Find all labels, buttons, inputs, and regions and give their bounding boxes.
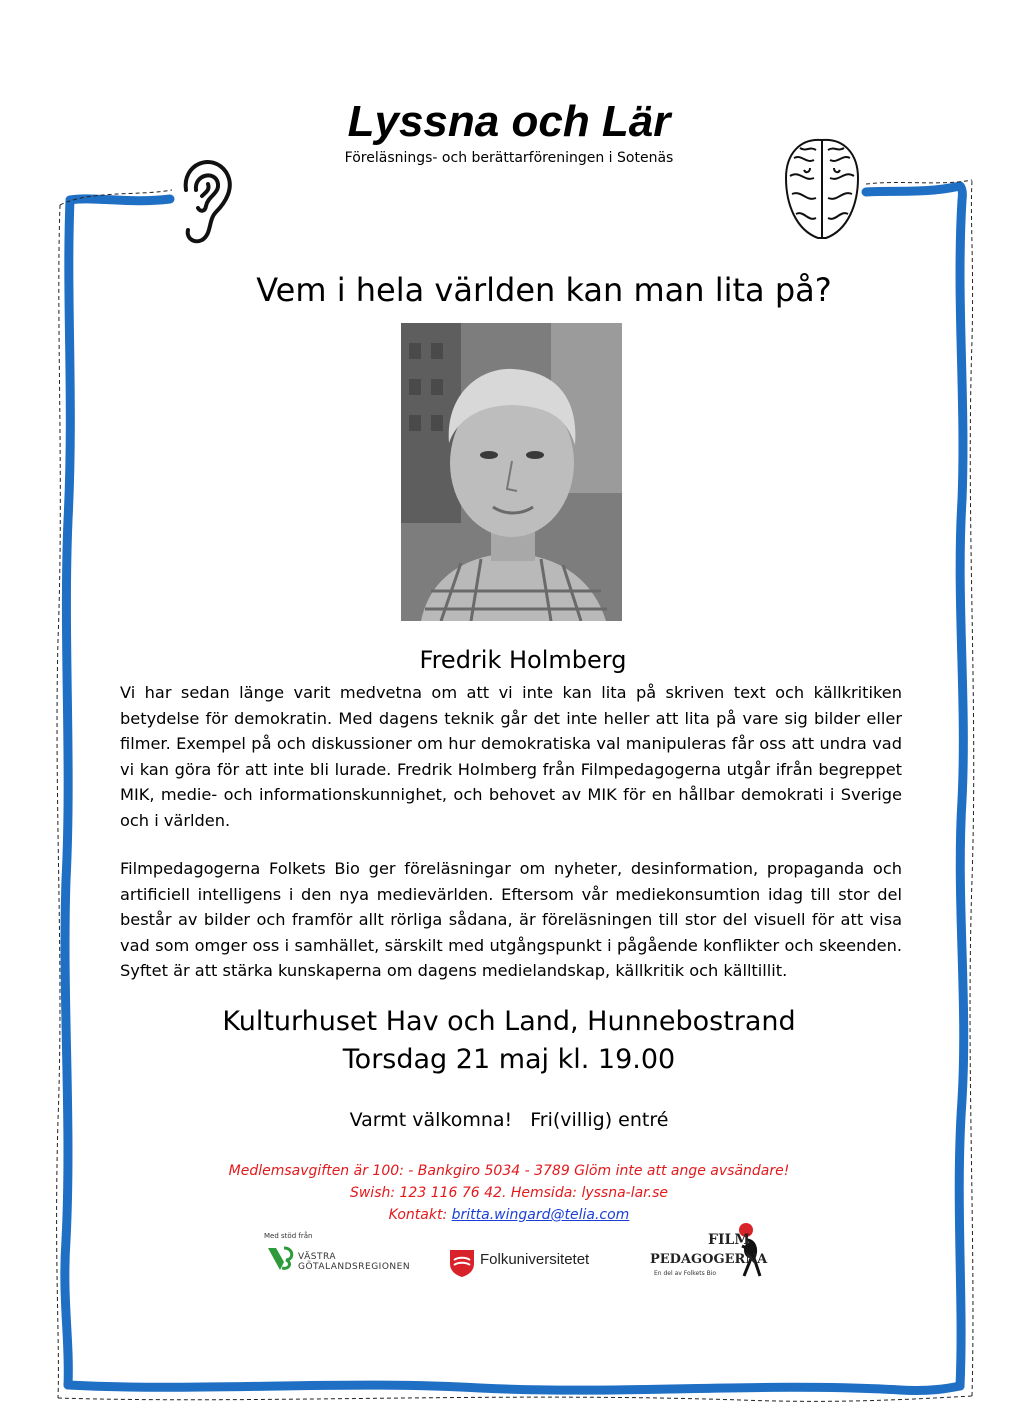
filmpedagogerna-line1: FILM	[708, 1232, 750, 1248]
swish-website: Swish: 123 116 76 42. Hemsida: lyssna-lar.se	[349, 1185, 669, 1201]
event-date: Torsdag 21 maj kl. 19.00	[342, 1044, 676, 1075]
venue: Kulturhuset Hav och Land, Hunnebostrand	[222, 1006, 796, 1037]
contact-label: Kontakt:	[388, 1207, 448, 1223]
folkuniversitetet-name: Folkuniversitetet	[480, 1251, 590, 1268]
vastra-gotalandsregionen-logo	[262, 1232, 412, 1274]
folkuniversitetet-shield-icon	[448, 1248, 476, 1278]
brain-icon	[780, 134, 864, 242]
filmpedagogerna-logo	[650, 1222, 780, 1288]
entry-text: Fri(villig) entré	[530, 1109, 669, 1131]
contact-line	[0, 1204, 1018, 1226]
folkuniversitetet-logo	[448, 1248, 608, 1284]
org-subtitle: Föreläsnings- och berättarföreningen i Sotenäs	[344, 150, 674, 166]
filmpedagogerna-tagline: En del av Folkets Bio	[654, 1270, 717, 1277]
filmpedagogerna-line2: PEDAGOGERNA	[650, 1252, 768, 1267]
description-paragraph-2: Filmpedagogerna Folkets Bio ger föreläsningar om nyheter, desinformation, propaganda och artificiell intelligens i den nya medievärlden. Eftersom vår mediekonsumtion idag till stor del består av bilder och framför allt rörliga sådana, är föreläsningen till stor del visuell för att visa vad som omger oss i samhället, särskilt med utgångspunkt i pågående konflikter och skeenden. Syftet är att stärka kunskaperna om dagens medielandskap, källkritik och källtillit.	[120, 859, 902, 980]
headline: Vem i hela världen kan man lita på?	[256, 271, 832, 309]
speaker-photo	[401, 323, 622, 621]
vgr-name-line1: VÄSTRA	[298, 1252, 336, 1262]
org-title: Lyssna och Lär	[347, 97, 671, 146]
welcome-text: Varmt välkomna!	[349, 1109, 513, 1131]
vgr-support-text: Med stöd från	[264, 1232, 313, 1240]
vgr-name-line2: GÖTALANDSREGIONEN	[298, 1262, 411, 1272]
membership-fee: Medlemsavgiften är 100: - Bankgiro 5034 - 3789 Glöm inte att ange avsändare!	[228, 1163, 790, 1179]
welcome-line	[0, 1106, 1018, 1134]
ear-icon	[172, 150, 236, 246]
description-paragraph-1: Vi har sedan länge varit medvetna om att vi inte kan lita på skriven text och källkritiken betydelse för demokratin. Med dagens teknik går det inte heller att lita på vare sig bilder eller filmer. Exempel på och diskussioner om hur demokratiska val manipuleras får oss att undra vad vi kan göra för att inte bli lurade. Fredrik Holmberg från Filmpedagogerna utgår ifrån begreppet MIK, medie- och informationskunnighet, och behovet av MIK för en hållbar demokrati i Sverige och i världen.	[120, 683, 902, 830]
contact-email-link[interactable]: britta.wingard@telia.com	[451, 1207, 630, 1223]
speaker-name: Fredrik Holmberg	[419, 646, 627, 674]
vgr-mark-icon	[266, 1244, 296, 1272]
